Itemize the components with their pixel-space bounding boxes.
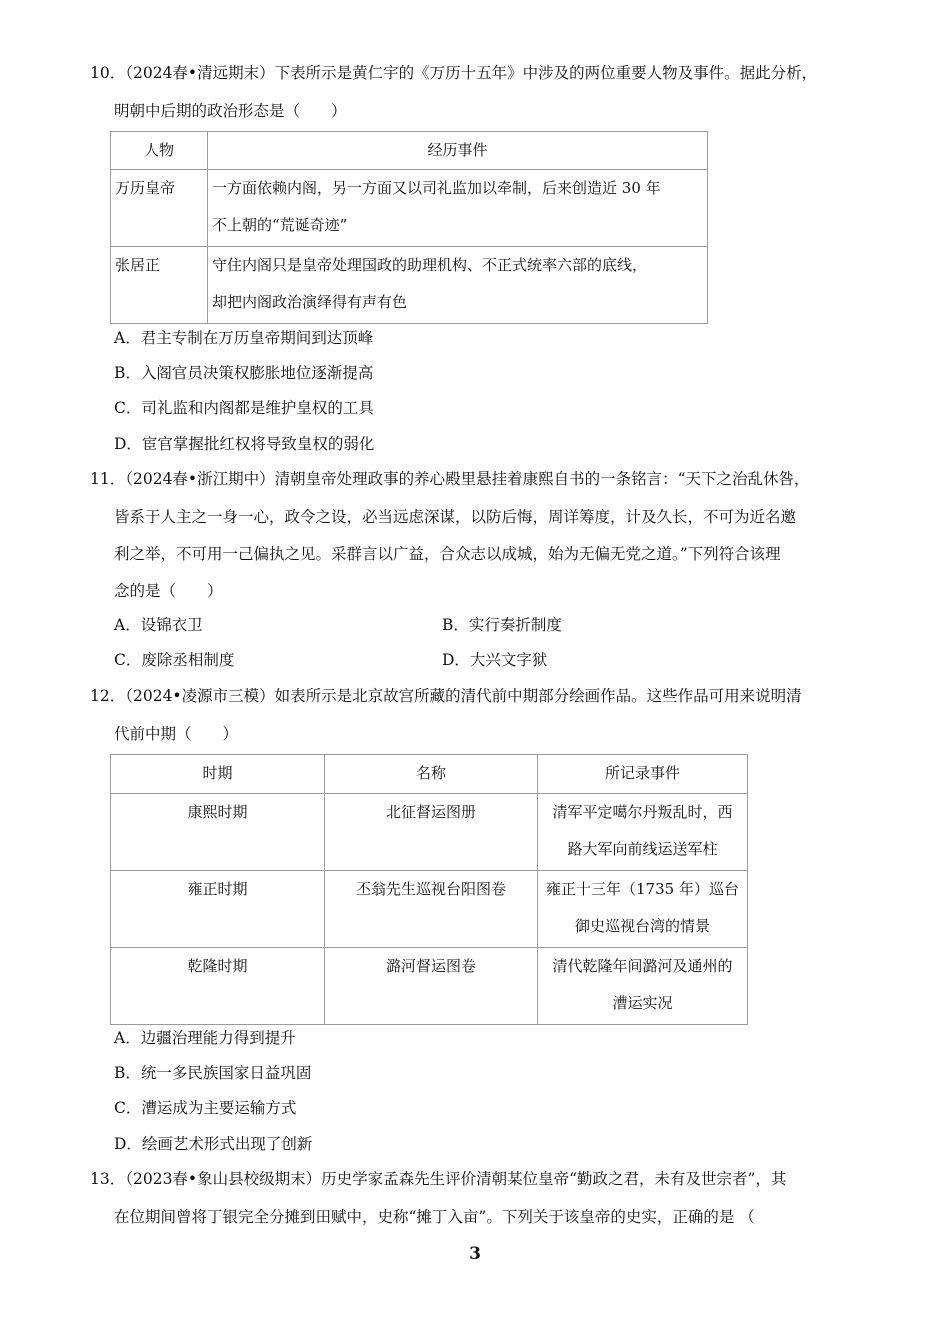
table-row bbox=[111, 871, 748, 948]
question-12-option-d: D．绘画艺术形式出现了创新 bbox=[114, 1135, 313, 1153]
question-12-option-b: B．统一多民族国家日益巩固 bbox=[114, 1064, 312, 1082]
table-row bbox=[111, 170, 708, 247]
table-cell-event: 雍正十三年（1735 年）巡台 御史巡视台湾的情景 bbox=[538, 871, 748, 948]
question-10-option-d: D．宦官掌握批红权将导致皇权的弱化 bbox=[114, 435, 375, 453]
table-cell-name: 北征督运图册 bbox=[325, 794, 538, 871]
question-13-stem-line-1: 13．（2023春•象山县校级期末）历史学家孟森先生评价清朝某位皇帝“勤政之君，未有及世宗者”，其 bbox=[90, 1170, 787, 1188]
question-13-stem-line-2: 在位期间曾将丁银完全分摊到田赋中，史称“摊丁入亩”。下列关于该皇帝的史实，正确的是 （ bbox=[114, 1208, 755, 1226]
page-number: 3 bbox=[469, 1244, 481, 1264]
table-cell-event: 守住内阁只是皇帝处理国政的助理机构、不正式统率六部的底线， 却把内阁政治演绎得有声有色 bbox=[208, 247, 708, 324]
table-cell-period: 乾隆时期 bbox=[111, 948, 325, 1025]
question-11-stem-line-2: 皆系于人主之一身一心，政令之设，必当远虑深谋，以防后悔，周详筹度，计及久长，不可为近名邀 bbox=[114, 508, 797, 526]
question-11-stem-line-3: 利之举，不可用一己偏执之见。采群言以广益，合众志以成城，始为无偏无党之道。”下列符合该理 bbox=[114, 545, 781, 563]
table-row bbox=[111, 247, 708, 324]
question-12-option-a: A．边疆治理能力得到提升 bbox=[114, 1029, 296, 1047]
question-10-stem-line-1: 10．（2024春•清远期末）下表所示是黄仁宇的《万历十五年》中涉及的两位重要人物及事件。据此分析， bbox=[90, 64, 818, 82]
question-12-stem-line-1: 12．（2024•凌源市三模）如表所示是北京故宫所藏的清代前中期部分绘画作品。这些作品可用来说明清 bbox=[90, 687, 802, 705]
question-10-option-b: B．入阁官员决策权膨胀地位逐渐提高 bbox=[114, 364, 374, 382]
question-11-stem-line-1: 11．（2024春•浙江期中）清朝皇帝处理政事的养心殿里悬挂着康熙自书的一条铭言：“天下之治乱休咎， bbox=[90, 470, 810, 488]
table-header-name: 名称 bbox=[325, 755, 538, 794]
question-11-option-d: D．大兴文字狱 bbox=[442, 651, 548, 669]
table-header-event: 所记录事件 bbox=[538, 755, 748, 794]
question-12-option-c: C．漕运成为主要运输方式 bbox=[114, 1099, 297, 1117]
table-row bbox=[111, 948, 748, 1025]
question-10-option-a: A．君主专制在万历皇帝期间到达顶峰 bbox=[114, 329, 374, 347]
table-cell-event: 清军平定噶尔丹叛乱时，西 路大军向前线运送军柱 bbox=[538, 794, 748, 871]
table-header-person: 人物 bbox=[111, 132, 208, 170]
table-header-period: 时期 bbox=[111, 755, 325, 794]
table-cell-period: 雍正时期 bbox=[111, 871, 325, 948]
question-10-table bbox=[110, 131, 708, 324]
table-cell-name: 丕翁先生巡视台阳图卷 bbox=[325, 871, 538, 948]
table-cell-person: 张居正 bbox=[111, 247, 208, 324]
table-cell-period: 康熙时期 bbox=[111, 794, 325, 871]
question-12-table bbox=[110, 754, 748, 1025]
question-11-option-a: A．设锦衣卫 bbox=[114, 616, 203, 634]
question-11-option-b: B．实行奏折制度 bbox=[442, 616, 562, 634]
table-cell-event: 清代乾隆年间潞河及通州的 漕运实况 bbox=[538, 948, 748, 1025]
table-header-event: 经历事件 bbox=[208, 132, 708, 170]
question-10-stem-line-2: 明朝中后期的政治形态是（ ） bbox=[114, 102, 347, 120]
table-cell-person: 万历皇帝 bbox=[111, 170, 208, 247]
question-11-stem-line-4: 念的是（ ） bbox=[114, 582, 223, 600]
question-11-option-c: C．废除丞相制度 bbox=[114, 651, 235, 669]
table-row bbox=[111, 794, 748, 871]
question-12-stem-line-2: 代前中期（ ） bbox=[114, 725, 239, 743]
table-cell-name: 潞河督运图卷 bbox=[325, 948, 538, 1025]
table-cell-event: 一方面依赖内阁，另一方面又以司礼监加以牵制，后来创造近 30 年 不上朝的“荒诞奇迹” bbox=[208, 170, 708, 247]
question-10-option-c: C．司礼监和内阁都是维护皇权的工具 bbox=[114, 399, 374, 417]
